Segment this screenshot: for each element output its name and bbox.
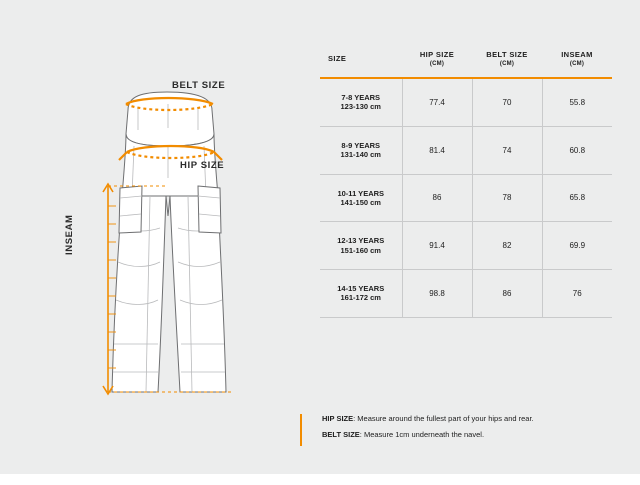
- belt-size-label: BELT SIZE: [172, 80, 226, 91]
- cell-size: [320, 222, 402, 270]
- trousers-illustration: [0, 0, 300, 480]
- belt-instruction-term: BELT SIZE: [322, 430, 360, 440]
- header-belt-size-title: BELT SIZE: [486, 50, 528, 59]
- header-inseam-title: INSEAM: [561, 50, 593, 59]
- cell-size-height: 161-172 cm: [340, 293, 381, 303]
- cell-belt: 78: [472, 174, 542, 222]
- size-table-container: [320, 46, 612, 318]
- cell-inseam: 76: [542, 270, 612, 318]
- cell-size-age: 12-13 YEARS: [337, 236, 385, 246]
- cell-size-age: 7-8 YEARS: [341, 93, 381, 102]
- hip-instruction-term: HIP SIZE: [322, 414, 354, 423]
- cell-hip: 98.8: [402, 270, 472, 318]
- table-row: [320, 126, 612, 174]
- cell-belt: 82: [472, 222, 542, 270]
- cell-inseam: 65.8: [542, 174, 612, 222]
- cell-belt: 70: [472, 78, 542, 126]
- cell-size-age: 14-15 YEARS: [337, 284, 385, 293]
- table-header-row: [320, 46, 612, 78]
- cell-inseam: 60.8: [542, 126, 612, 174]
- header-inseam-unit: (CM): [569, 61, 585, 67]
- header-size-title: SIZE: [328, 54, 347, 63]
- table-row: [320, 222, 612, 270]
- measurement-instructions: [300, 414, 630, 446]
- inseam-label: INSEAM: [64, 214, 75, 255]
- trousers-drawing: [0, 0, 300, 480]
- cell-size-height: 141-150 cm: [340, 197, 381, 207]
- cell-hip: 86: [402, 174, 472, 222]
- header-hip-size: [402, 46, 472, 78]
- cell-size-height: 151-160 cm: [340, 245, 381, 255]
- header-belt-size: [472, 46, 542, 78]
- cell-hip: 81.4: [402, 126, 472, 174]
- hip-size-label: HIP SIZE: [180, 160, 225, 171]
- hip-instruction-text: : Measure around the fullest part of your hips and rear.: [353, 414, 534, 423]
- header-belt-size-unit: (CM): [499, 61, 515, 67]
- header-hip-size-title: HIP SIZE: [419, 50, 455, 59]
- header-inseam: [542, 46, 612, 78]
- cell-size: [320, 270, 402, 318]
- bottom-white-bar: [0, 474, 640, 480]
- cell-size-age: 10-11 YEARS: [337, 188, 385, 198]
- cell-inseam: 69.9: [542, 222, 612, 270]
- size-table-header: [320, 46, 612, 78]
- cell-belt: 74: [472, 126, 542, 174]
- cell-size-height: 123-130 cm: [340, 102, 381, 112]
- cell-belt: 86: [472, 270, 542, 318]
- belt-instruction-text: : Measure 1cm underneath the navel.: [359, 430, 485, 440]
- cell-size-height: 131-140 cm: [340, 150, 381, 160]
- header-size: [320, 46, 402, 78]
- cell-hip: 91.4: [402, 222, 472, 270]
- cell-inseam: 55.8: [542, 78, 612, 126]
- header-hip-size-unit: (CM): [429, 61, 445, 67]
- table-row: [320, 78, 612, 126]
- belt-instruction: [322, 430, 630, 440]
- size-table: [320, 46, 612, 318]
- size-table-body: [320, 78, 612, 317]
- cell-size: [320, 174, 402, 222]
- table-row: [320, 174, 612, 222]
- hip-instruction: [322, 414, 630, 424]
- cell-size: [320, 126, 402, 174]
- cell-size-age: 8-9 YEARS: [341, 140, 381, 150]
- cell-size: [320, 78, 402, 126]
- cell-hip: 77.4: [402, 78, 472, 126]
- table-row: [320, 270, 612, 318]
